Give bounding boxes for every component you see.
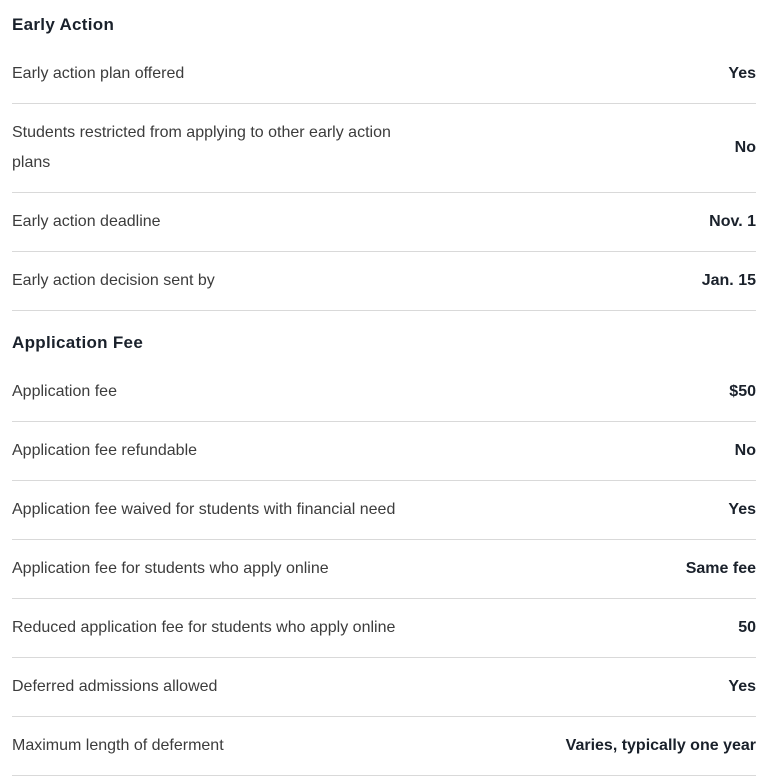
row-label: Early action deadline [12, 213, 161, 230]
row-label: Early action plan offered [12, 65, 185, 82]
row-label: Early action decision sent by [12, 272, 215, 289]
row-value: 50 [738, 619, 756, 636]
table-row [12, 104, 756, 193]
table-row [12, 717, 756, 776]
section-title: Application Fee [12, 333, 144, 352]
table-row [12, 481, 756, 540]
row-value: $50 [729, 383, 756, 400]
row-label: Reduced application fee for students who apply online [12, 619, 396, 636]
row-value: Same fee [685, 560, 756, 577]
row-label: Application fee waived for students with financial need [12, 501, 396, 518]
row-label: Application fee [12, 383, 117, 400]
row-value: Yes [728, 678, 756, 695]
table-row [12, 422, 756, 481]
table-row [12, 599, 756, 658]
row-value: No [734, 139, 756, 156]
table-row [12, 193, 756, 252]
row-label: Deferred admissions allowed [12, 678, 218, 695]
table-row [12, 658, 756, 717]
table-row [12, 363, 756, 422]
row-value: Jan. 15 [701, 272, 756, 289]
row-value: Varies, typically one year [565, 737, 756, 754]
table-row [12, 45, 756, 104]
row-value: Nov. 1 [709, 213, 756, 230]
table-row [12, 540, 756, 599]
row-label: Maximum length of deferment [12, 737, 224, 754]
table-row [12, 252, 756, 311]
row-value: Yes [728, 501, 756, 518]
row-label: Students restricted from applying to other early action plans [12, 124, 391, 171]
section-title: Early Action [12, 15, 115, 34]
row-label: Application fee refundable [12, 442, 198, 459]
row-value: No [734, 442, 756, 459]
row-label: Application fee for students who apply online [12, 560, 329, 577]
row-value: Yes [728, 65, 756, 82]
